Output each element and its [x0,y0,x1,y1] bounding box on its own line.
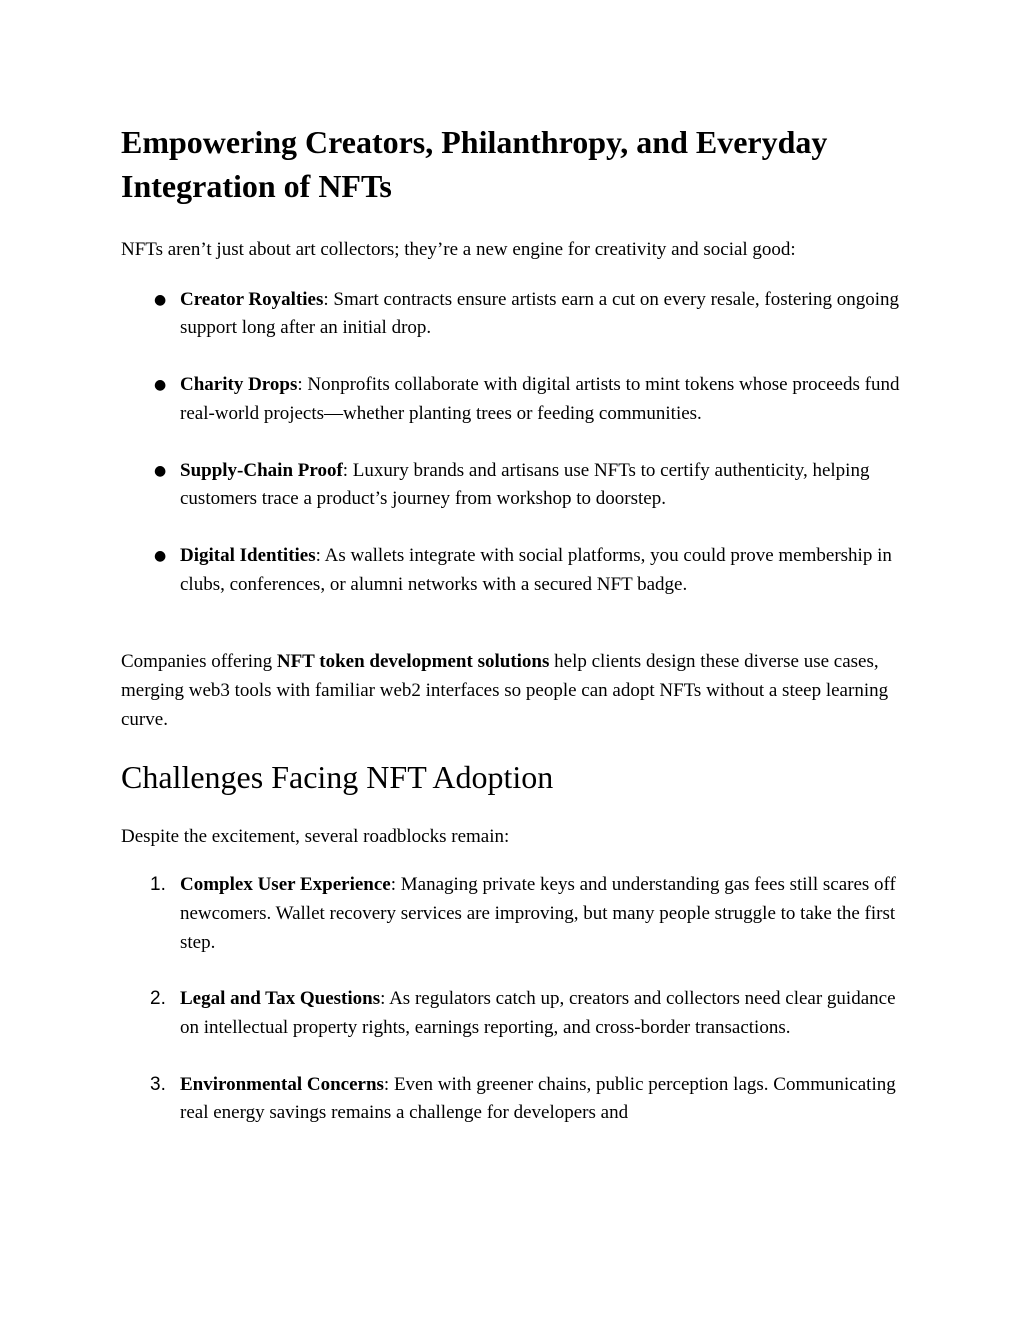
numbered-item-title: Environmental Concerns [180,1073,384,1095]
bullet-item-text: : Luxury brands and artisans use NFTs to certify authenticity, helping customers trace a product’s journey from workshop to doorstep. [180,459,870,510]
bullet-icon: ● [154,547,167,564]
numbered-item [121,1071,911,1128]
numbered-item-text: : Even with greener chains, public perception lags. Communicating real energy savings remains a challenge for developers and [180,1073,896,1124]
numbered-item [121,985,911,1042]
bullet-item [121,286,911,343]
use-case-bullet-list [121,286,911,600]
heading-challenges: Challenges Facing NFT Adoption [121,759,554,796]
bullet-item-title: Creator Royalties [180,288,324,310]
item-number: 1. [150,874,166,896]
bullet-item-title: Supply‑Chain Proof [180,459,343,481]
bullet-icon: ● [154,462,167,479]
item-number: 3. [150,1073,166,1095]
numbered-item-title: Complex User Experience [180,874,391,896]
bullet-item [121,542,911,599]
challenges-intro-paragraph: Despite the excitement, several roadblocks remain: [121,826,510,848]
bullet-item-text: : As wallets integrate with social platforms, you could prove membership in clubs, conferences, or alumni networks with a secured NFT badge. [180,544,892,595]
numbered-item-title: Legal and Tax Questions [180,988,381,1010]
bullet-item-text: : Nonprofits collaborate with digital artists to mint tokens whose proceeds fund real‑world projects—whether planting trees or feeding communities. [180,374,900,424]
challenges-numbered-list [121,871,911,1128]
closing-paragraph [121,648,911,734]
closing-text-bold: NFT token development solutions [276,651,550,673]
closing-text-after: help clients design these diverse use cases, merging web3 tools with familiar web2 interfaces so people can adopt NFTs without a steep learning curve. [121,651,889,730]
heading-empowering-creators: Empowering Creators, Philanthropy, and Everyday Integration of NFTs [121,124,828,204]
numbered-item [121,871,911,957]
closing-text-before: Companies offering [121,651,277,673]
bullet-icon: ● [154,291,167,308]
numbered-item-text: : Managing private keys and understanding gas fees still scares off newcomers. Wallet recovery services are improving, but many people struggle to take the first step. [180,874,896,953]
bullet-icon: ● [154,377,167,394]
intro-paragraph: NFTs aren’t just about art collectors; they’re a new engine for creativity and social good: [121,239,796,260]
item-number: 2. [150,988,166,1010]
bullet-item-title: Digital Identities [180,544,316,566]
bullet-item [121,371,911,428]
bullet-item-text: : Smart contracts ensure artists earn a cut on every resale, fostering ongoing support long after an initial drop. [180,288,899,339]
document-page [121,120,911,1128]
bullet-item-title: Charity Drops [180,374,298,396]
numbered-item-text: : As regulators catch up, creators and collectors need clear guidance on intellectual property rights, earnings reporting, and cross‑border transactions. [180,988,896,1038]
bullet-item [121,457,911,514]
